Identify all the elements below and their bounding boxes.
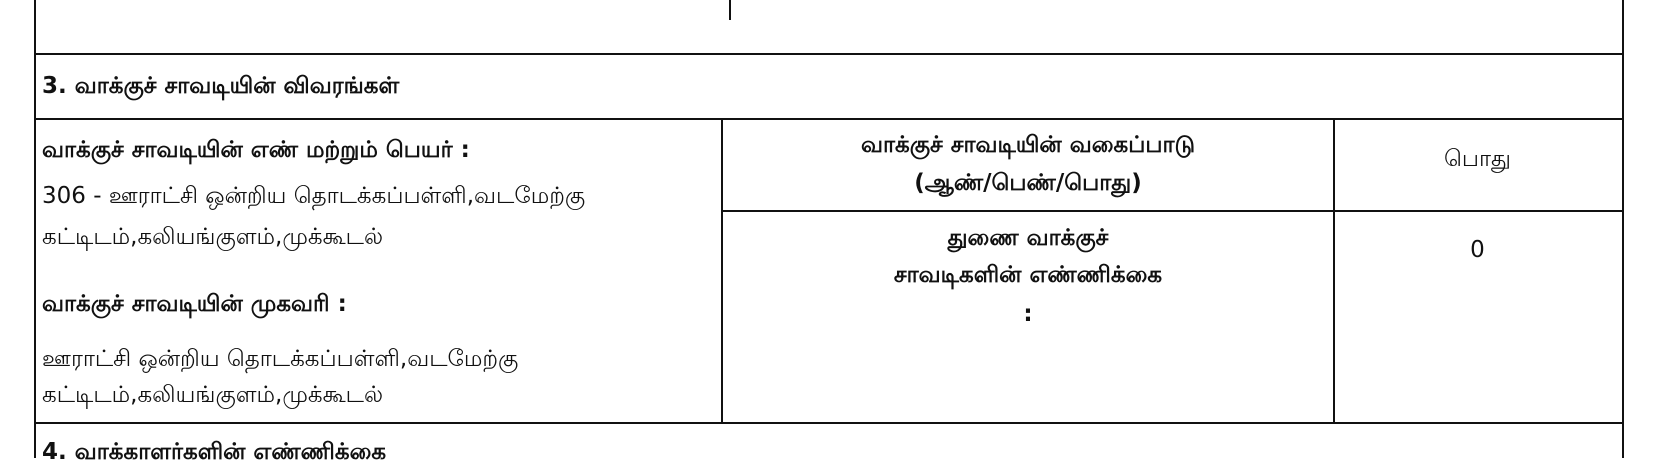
aux-value: 0 [1470,237,1485,263]
station-value-line2: கட்டிடம்,கலியங்குளம்,முக்கூடல் [42,224,384,250]
rule-section4-top [34,422,1622,424]
rule-section3-top [34,53,1622,55]
station-value-line1: 306 - ஊராட்சி ஒன்றிய தொடக்கப்பள்ளி,வடமேற்கு [42,183,586,209]
address-value-line1: ஊராட்சி ஒன்றிய தொடக்கப்பள்ளி,வடமேற்கு [42,346,519,372]
address-value-line2: கட்டிடம்,கலியங்குளம்,முக்கூடல் [42,382,384,408]
category-value: பொது [1444,146,1511,172]
rule-section3-row-split [722,210,1622,212]
section4-heading: 4. வாக்காளர்களின் எண்ணிக்கை [42,439,387,465]
section3-heading: 3. வாக்குச் சாவடியின் விவரங்கள் [42,73,400,99]
top-divider [729,0,731,20]
address-label: வாக்குச் சாவடியின் முகவரி : [42,291,347,317]
aux-label-line3: : [1023,301,1033,327]
station-label: வாக்குச் சாவடியின் எண் மற்றும் பெயர் : [42,137,470,163]
category-label-line1: வாக்குச் சாவடியின் வகைப்பாடு [860,132,1196,158]
rule-section3-header-bottom [34,118,1622,120]
aux-label-line1: துணை வாக்குச் [947,225,1109,251]
aux-label-line2: சாவடிகளின் எண்ணிக்கை [893,262,1163,288]
category-label-line2: (ஆண்/பெண்/பொது) [914,170,1142,196]
